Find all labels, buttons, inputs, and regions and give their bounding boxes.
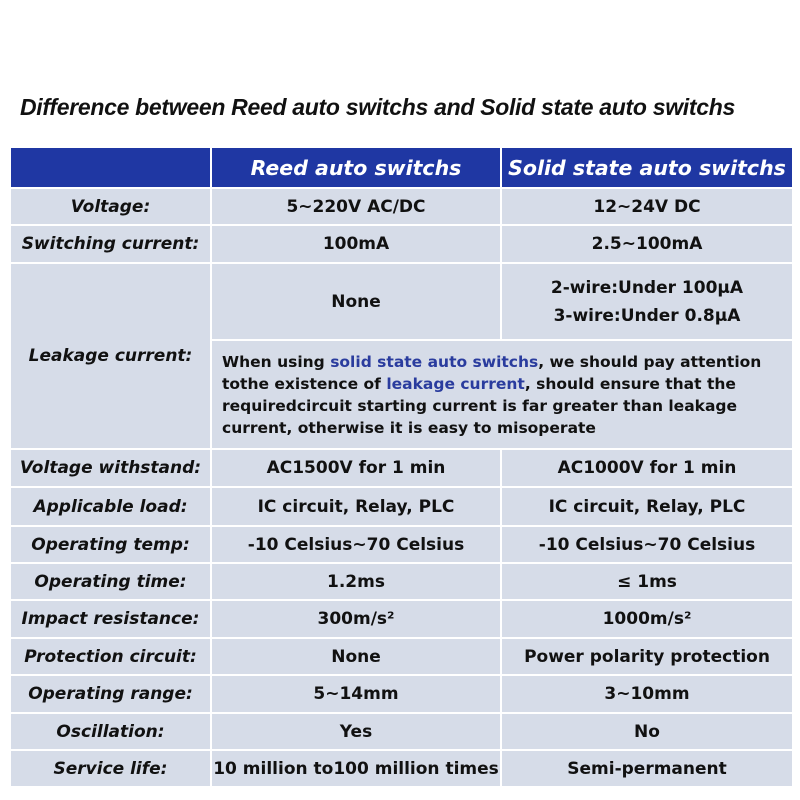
solid-value: Semi-permanent — [501, 750, 793, 787]
note-text: When using — [222, 352, 331, 371]
row-label: Impact resistance: — [10, 600, 211, 638]
reed-value: None — [211, 638, 501, 675]
solid-value: ≤ 1ms — [501, 563, 793, 600]
row-label: Operating temp: — [10, 526, 211, 563]
leakage-note — [211, 340, 793, 449]
solid-value: 3~10mm — [501, 675, 793, 713]
table-header-row — [10, 147, 793, 188]
row-impact-resistance — [10, 600, 793, 638]
row-protection-circuit — [10, 638, 793, 675]
reed-value: -10 Celsius~70 Celsius — [211, 526, 501, 563]
row-label-leakage: Leakage current: — [10, 263, 211, 449]
reed-value: 10 million to100 million times — [211, 750, 501, 787]
row-service-life — [10, 750, 793, 787]
reed-value: 100mA — [211, 225, 501, 263]
note-text: , we should pay attention tothe existence of — [222, 352, 762, 393]
leakage-3wire: 3-wire:Under 0.8μA — [553, 305, 741, 326]
solid-value: 2.5~100mA — [501, 225, 793, 263]
reed-value: 5~14mm — [211, 675, 501, 713]
row-label: Oscillation: — [10, 713, 211, 750]
reed-value: AC1500V for 1 min — [211, 449, 501, 487]
row-label: Switching current: — [10, 225, 211, 263]
reed-value: IC circuit, Relay, PLC — [211, 487, 501, 526]
reed-value: None — [211, 263, 501, 340]
row-label: Voltage: — [10, 188, 211, 225]
page-title: Difference between Reed auto switchs and Solid state auto switchs — [20, 94, 735, 120]
row-operating-temp — [10, 526, 793, 563]
row-operating-range — [10, 675, 793, 713]
header-solid-state: Solid state auto switchs — [501, 147, 793, 188]
row-oscillation — [10, 713, 793, 750]
row-label: Operating range: — [10, 675, 211, 713]
row-voltage — [10, 188, 793, 225]
reed-value: Yes — [211, 713, 501, 750]
reed-value: 5~220V AC/DC — [211, 188, 501, 225]
solid-value: 1000m/s² — [501, 600, 793, 638]
solid-value: -10 Celsius~70 Celsius — [501, 526, 793, 563]
comparison-table — [9, 146, 794, 788]
note-text: , should ensure that the requiredcircuit starting current is far greater than leakage current, otherwise it is easy to misoperate — [222, 374, 738, 437]
row-label: Service life: — [10, 750, 211, 787]
row-label: Operating time: — [10, 563, 211, 600]
row-label: Voltage withstand: — [10, 449, 211, 487]
solid-value: 12~24V DC — [501, 188, 793, 225]
reed-value: 300m/s² — [211, 600, 501, 638]
solid-value: AC1000V for 1 min — [501, 449, 793, 487]
reed-value: 1.2ms — [211, 563, 501, 600]
solid-value: IC circuit, Relay, PLC — [501, 487, 793, 526]
row-switching-current — [10, 225, 793, 263]
row-label: Protection circuit: — [10, 638, 211, 675]
leakage-2wire: 2-wire:Under 100μA — [550, 277, 744, 298]
row-operating-time — [10, 563, 793, 600]
solid-value-leakage — [501, 263, 793, 340]
solid-value: Power polarity protection — [501, 638, 793, 675]
note-highlight: leakage current — [386, 374, 525, 393]
row-voltage-withstand — [10, 449, 793, 487]
row-label: Applicable load: — [10, 487, 211, 526]
row-leakage-current — [10, 263, 793, 340]
header-empty-cell — [10, 147, 211, 188]
row-applicable-load — [10, 487, 793, 526]
note-highlight: solid state auto switchs — [330, 352, 539, 371]
header-reed: Reed auto switchs — [211, 147, 501, 188]
solid-value: No — [501, 713, 793, 750]
